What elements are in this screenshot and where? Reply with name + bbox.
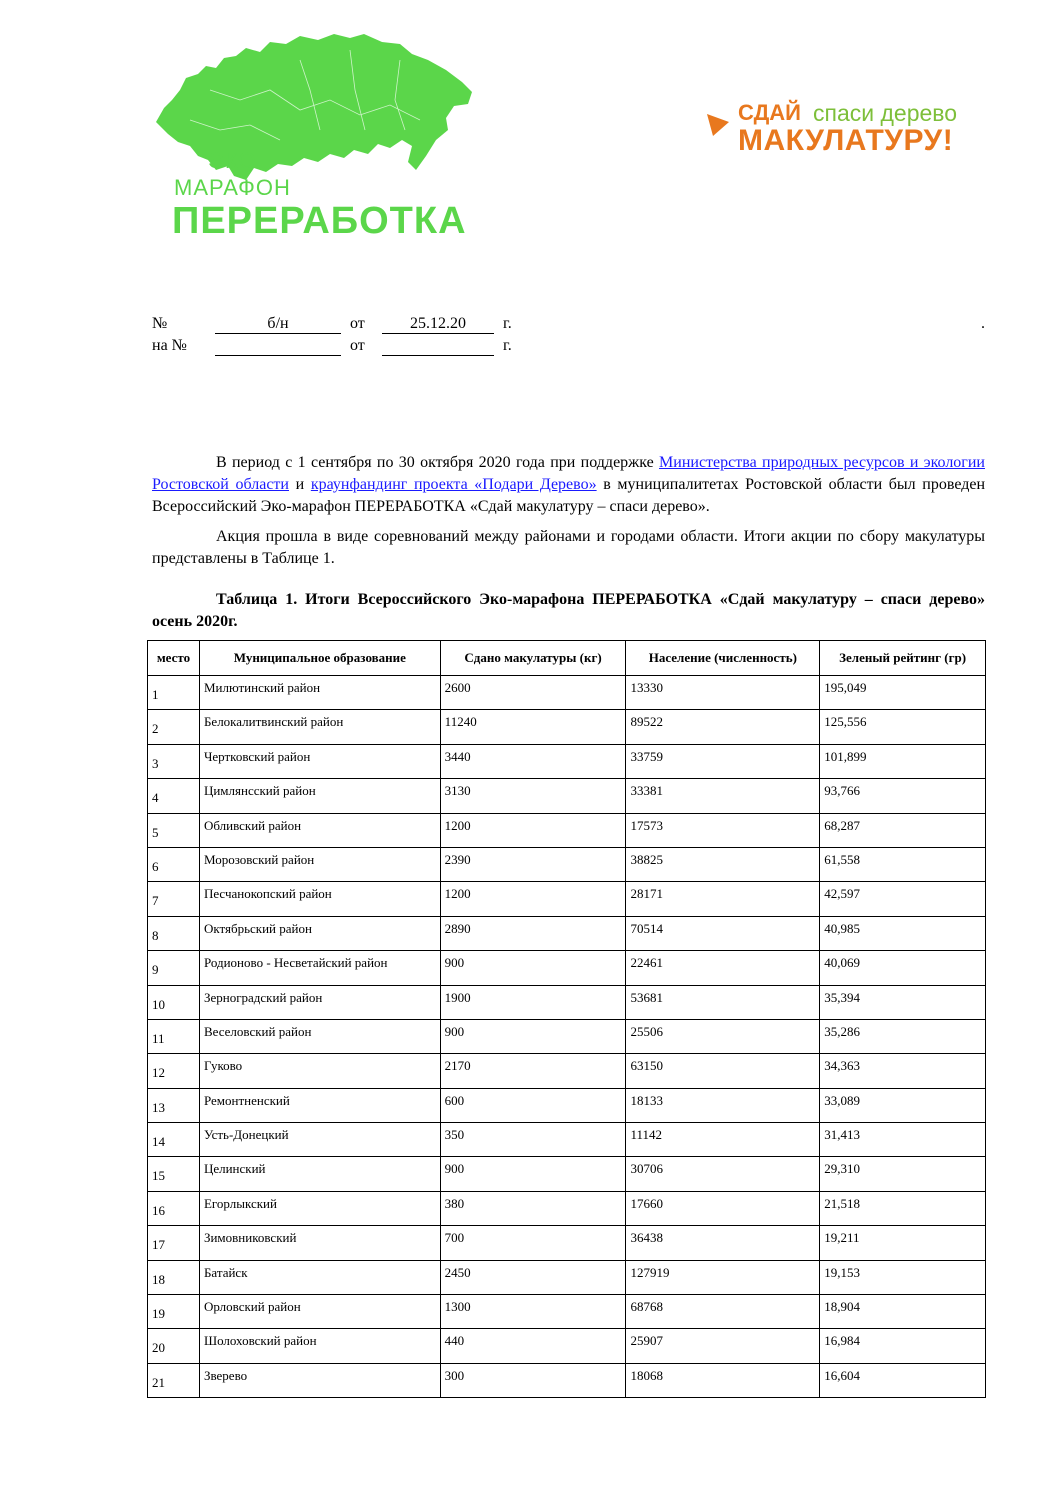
- table-row: [148, 1123, 986, 1157]
- cell-green-rating: 42,597: [820, 882, 986, 916]
- cell-green-rating: 18,904: [820, 1295, 986, 1329]
- table-row: [148, 1054, 986, 1088]
- cell-municipality: Родионово - Несветайский район: [199, 951, 440, 985]
- eko-logo-line-3: ПЕРЕРАБОТКА: [172, 200, 467, 242]
- table-row: [148, 1329, 986, 1363]
- cell-green-rating: 195,049: [820, 676, 986, 710]
- eko-logo-line-2: МАРАФОН: [174, 175, 291, 200]
- cell-municipality: Милютинский район: [199, 676, 440, 710]
- spasi-derevo-logo-text: спаси дерево: [813, 100, 958, 126]
- cell-population: 33759: [626, 744, 820, 778]
- cell-place: 13: [148, 1088, 200, 1122]
- cell-green-rating: 34,363: [820, 1054, 986, 1088]
- cell-population: 33381: [626, 779, 820, 813]
- cell-place: 14: [148, 1123, 200, 1157]
- cell-place: 9: [148, 951, 200, 985]
- header-municipality: Муниципальное образование: [199, 641, 440, 676]
- cell-place: 15: [148, 1157, 200, 1191]
- reply-number-value: [215, 336, 341, 356]
- cell-green-rating: 35,286: [820, 1019, 986, 1053]
- cell-place: 18: [148, 1260, 200, 1294]
- header-green-rating: Зеленый рейтинг (гр): [820, 641, 986, 676]
- results-table: [147, 640, 986, 1398]
- date-value: 25.12.20: [382, 314, 494, 334]
- table-row: [148, 710, 986, 744]
- intro-text-2: и: [289, 476, 311, 493]
- cell-collected: 600: [440, 1088, 626, 1122]
- cell-population: 22461: [626, 951, 820, 985]
- cell-municipality: Шолоховский район: [199, 1329, 440, 1363]
- table-row: [148, 1363, 986, 1397]
- cell-population: 68768: [626, 1295, 820, 1329]
- cell-population: 18068: [626, 1363, 820, 1397]
- cell-collected: 700: [440, 1226, 626, 1260]
- cell-collected: 2390: [440, 847, 626, 881]
- table-caption: Таблица 1. Итоги Всероссийского Эко-марафона ПЕРЕРАБОТКА «Сдай макулатуру – спаси дерево» осень 2020г.: [152, 591, 985, 630]
- cell-collected: 900: [440, 951, 626, 985]
- table-row: [148, 1088, 986, 1122]
- cell-collected: 2170: [440, 1054, 626, 1088]
- cell-place: 3: [148, 744, 200, 778]
- cell-green-rating: 61,558: [820, 847, 986, 881]
- cell-collected: 2600: [440, 676, 626, 710]
- table-row: [148, 1295, 986, 1329]
- cell-place: 6: [148, 847, 200, 881]
- cell-collected: 900: [440, 1019, 626, 1053]
- eko-logo-line-1: ЭКО: [208, 148, 257, 173]
- cell-municipality: Усть-Донецкий: [199, 1123, 440, 1157]
- cell-municipality: Батайск: [199, 1260, 440, 1294]
- cell-place: 7: [148, 882, 200, 916]
- cell-green-rating: 101,899: [820, 744, 986, 778]
- cell-collected: 3130: [440, 779, 626, 813]
- cell-population: 11142: [626, 1123, 820, 1157]
- intro-paragraph: [152, 452, 985, 518]
- eko-marathon-logo: [150, 30, 480, 240]
- cell-collected: 1300: [440, 1295, 626, 1329]
- cell-place: 19: [148, 1295, 200, 1329]
- cell-municipality: Обливский район: [199, 813, 440, 847]
- cell-population: 18133: [626, 1088, 820, 1122]
- cell-municipality: Цимлянсский район: [199, 779, 440, 813]
- cell-population: 127919: [626, 1260, 820, 1294]
- cell-collected: 2450: [440, 1260, 626, 1294]
- intro-text-3: в муниципалитетах Ростовской области был проведен Всероссийский Эко-марафон ПЕРЕРАБОТКА «Сдай макулатуру – спаси дерево».: [152, 476, 986, 515]
- year-suffix: г.: [503, 315, 512, 332]
- sdai-logo-word: СДАЙ: [738, 100, 801, 125]
- cell-population: 17660: [626, 1191, 820, 1225]
- table-row: [148, 744, 986, 778]
- table-row: [148, 779, 986, 813]
- cell-green-rating: 31,413: [820, 1123, 986, 1157]
- header-place: место: [148, 641, 200, 676]
- cell-collected: 900: [440, 1157, 626, 1191]
- cell-municipality: Зерноградский район: [199, 985, 440, 1019]
- cell-population: 89522: [626, 710, 820, 744]
- table-header-row: [148, 641, 986, 676]
- cell-population: 36438: [626, 1226, 820, 1260]
- cell-green-rating: 68,287: [820, 813, 986, 847]
- cell-place: 2: [148, 710, 200, 744]
- cell-green-rating: 19,153: [820, 1260, 986, 1294]
- intro-text-1: В период с 1 сентября по 30 октября 2020 года при поддержке: [216, 454, 660, 471]
- cell-place: 5: [148, 813, 200, 847]
- cell-green-rating: 93,766: [820, 779, 986, 813]
- reply-from-label: от: [350, 337, 365, 354]
- table-row: [148, 985, 986, 1019]
- cell-population: 13330: [626, 676, 820, 710]
- cell-municipality: Чертковский район: [199, 744, 440, 778]
- cell-collected: 3440: [440, 744, 626, 778]
- cell-place: 17: [148, 1226, 200, 1260]
- table-row: [148, 1260, 986, 1294]
- table-row: [148, 951, 986, 985]
- from-label: от: [350, 315, 365, 332]
- cell-municipality: Ремонтненский: [199, 1088, 440, 1122]
- reply-year-suffix: г.: [503, 337, 512, 354]
- cell-green-rating: 16,604: [820, 1363, 986, 1397]
- cell-municipality: Октябрьский район: [199, 916, 440, 950]
- number-label: №: [152, 315, 168, 332]
- table-row: [148, 1226, 986, 1260]
- cell-collected: 350: [440, 1123, 626, 1157]
- cell-population: 25907: [626, 1329, 820, 1363]
- cell-municipality: Орловский район: [199, 1295, 440, 1329]
- cell-place: 21: [148, 1363, 200, 1397]
- cell-municipality: Целинский: [199, 1157, 440, 1191]
- cell-population: 38825: [626, 847, 820, 881]
- cell-place: 20: [148, 1329, 200, 1363]
- cell-municipality: Белокалитвинский район: [199, 710, 440, 744]
- cell-population: 63150: [626, 1054, 820, 1088]
- makulaturu-logo-word: МАКУЛАТУРУ!: [738, 124, 954, 157]
- cell-collected: 1900: [440, 985, 626, 1019]
- russia-map-icon: [150, 30, 480, 190]
- table-row: [148, 1019, 986, 1053]
- cell-collected: 300: [440, 1363, 626, 1397]
- cell-municipality: Зверево: [199, 1363, 440, 1397]
- table-row: [148, 1157, 986, 1191]
- cell-green-rating: 40,069: [820, 951, 986, 985]
- cell-municipality: Морозовский район: [199, 847, 440, 881]
- cell-green-rating: 125,556: [820, 710, 986, 744]
- cell-green-rating: 35,394: [820, 985, 986, 1019]
- sdai-makulaturu-logo: [705, 98, 990, 163]
- cell-municipality: Зимовниковский: [199, 1226, 440, 1260]
- cell-collected: 1200: [440, 882, 626, 916]
- cell-place: 1: [148, 676, 200, 710]
- arrow-icon: [705, 110, 731, 138]
- results-paragraph: Акция прошла в виде соревнований между районами и городами области. Итоги акции по сбору макулатуры представлены в Таблице 1.: [152, 528, 985, 567]
- cell-green-rating: 16,984: [820, 1329, 986, 1363]
- cell-municipality: Егорлыкский: [199, 1191, 440, 1225]
- number-value: б/н: [215, 314, 341, 334]
- cell-place: 10: [148, 985, 200, 1019]
- cell-green-rating: 21,518: [820, 1191, 986, 1225]
- reply-date-value: [382, 336, 494, 356]
- cell-collected: 1200: [440, 813, 626, 847]
- crowdfunding-link[interactable]: краунфандинг проекта «Подари Дерево»: [310, 476, 597, 493]
- cell-municipality: Гуково: [199, 1054, 440, 1088]
- cell-collected: 440: [440, 1329, 626, 1363]
- header-collected: Сдано макулатуры (кг): [440, 641, 626, 676]
- table-row: [148, 882, 986, 916]
- trailing-dot: .: [981, 315, 985, 332]
- cell-green-rating: 19,211: [820, 1226, 986, 1260]
- cell-collected: 11240: [440, 710, 626, 744]
- table-row: [148, 847, 986, 881]
- cell-collected: 380: [440, 1191, 626, 1225]
- cell-place: 4: [148, 779, 200, 813]
- table-row: [148, 1191, 986, 1225]
- cell-municipality: Веселовский район: [199, 1019, 440, 1053]
- cell-population: 17573: [626, 813, 820, 847]
- table-row: [148, 916, 986, 950]
- cell-place: 16: [148, 1191, 200, 1225]
- cell-place: 11: [148, 1019, 200, 1053]
- table-row: [148, 813, 986, 847]
- cell-population: 25506: [626, 1019, 820, 1053]
- ministry-link[interactable]: Министерства природных ресурсов и экологии Ростовской области: [152, 454, 985, 493]
- cell-population: 70514: [626, 916, 820, 950]
- reply-number-label: на №: [152, 337, 187, 354]
- cell-collected: 2890: [440, 916, 626, 950]
- cell-green-rating: 33,089: [820, 1088, 986, 1122]
- cell-population: 28171: [626, 882, 820, 916]
- cell-population: 30706: [626, 1157, 820, 1191]
- cell-green-rating: 29,310: [820, 1157, 986, 1191]
- table-row: [148, 676, 986, 710]
- header-population: Население (численность): [626, 641, 820, 676]
- cell-green-rating: 40,985: [820, 916, 986, 950]
- cell-municipality: Песчанокопский район: [199, 882, 440, 916]
- cell-place: 8: [148, 916, 200, 950]
- cell-place: 12: [148, 1054, 200, 1088]
- cell-population: 53681: [626, 985, 820, 1019]
